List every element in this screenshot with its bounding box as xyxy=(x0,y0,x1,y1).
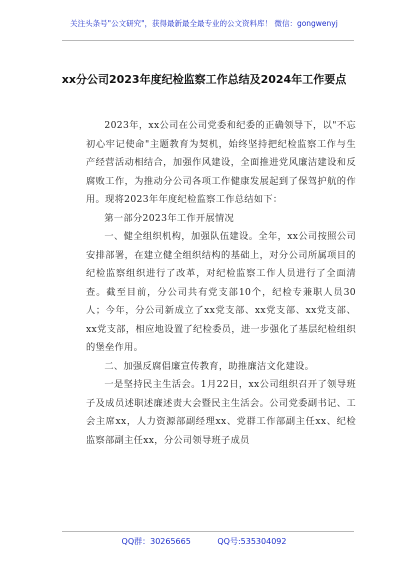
footer-qq-number: QQ号:535304092 xyxy=(217,537,287,546)
footer-divider xyxy=(62,531,354,532)
footer-note xyxy=(0,536,408,547)
header-divider xyxy=(62,40,354,41)
paragraph-intro: 2023年，xx公司在公司党委和纪委的正确领导下，以"不忘初心牢记使命"主题教育为契机，始终坚持把纪检监察工作与生产经营活动相结合，加强作风建设，全面推进党风廉洁建设和反腐败工作，为推动分公司各项工作健康发展起到了保驾护航的作用。现将2023年年度纪检监察工作总结如下： xyxy=(86,120,356,205)
document-body xyxy=(86,117,356,450)
header-note: 关注头条号"公文研究"，获得最新最全最专业的公文资料库！ 微信：gongwenyj xyxy=(70,19,338,28)
paragraph-democratic-meeting: 一是坚持民主生活会。1月22日，xx公司组织召开了领导班子及成员述职述廉述责大会暨民主生活会。公司党委副书记、工会主席xx，人力资源部副经理xx、党群工作部副主任xx、纪检监察部副主任xx，分公司领导班子成员 xyxy=(86,379,356,446)
paragraph-organization: 一、健全组织机构，加强队伍建设。全年，xx公司按照公司安排部署，在建立健全组织结构的基础上，对分公司所属项目的纪检监察组织进行了改革，对纪检监察工作人员进行了全面清查。截至目前，分公司共有党支部10个，纪检专兼职人员30人；今年，分公司新成立了xx党支部、xx党支部、xx党支部、xx党支部，相应地设置了纪检委员，进一步强化了基层纪检组织的堡垒作用。 xyxy=(86,231,356,353)
paragraph-section-heading: 第一部分2023年工作开展情况 xyxy=(104,212,235,224)
paragraph-education-heading: 二、加强反腐倡廉宣传教育，助推廉洁文化建设。 xyxy=(104,360,315,372)
document-title: xx分公司2023年度纪检监察工作总结及2024年工作要点 xyxy=(61,73,347,86)
footer-qq-group: QQ群：30265665 xyxy=(121,537,191,546)
